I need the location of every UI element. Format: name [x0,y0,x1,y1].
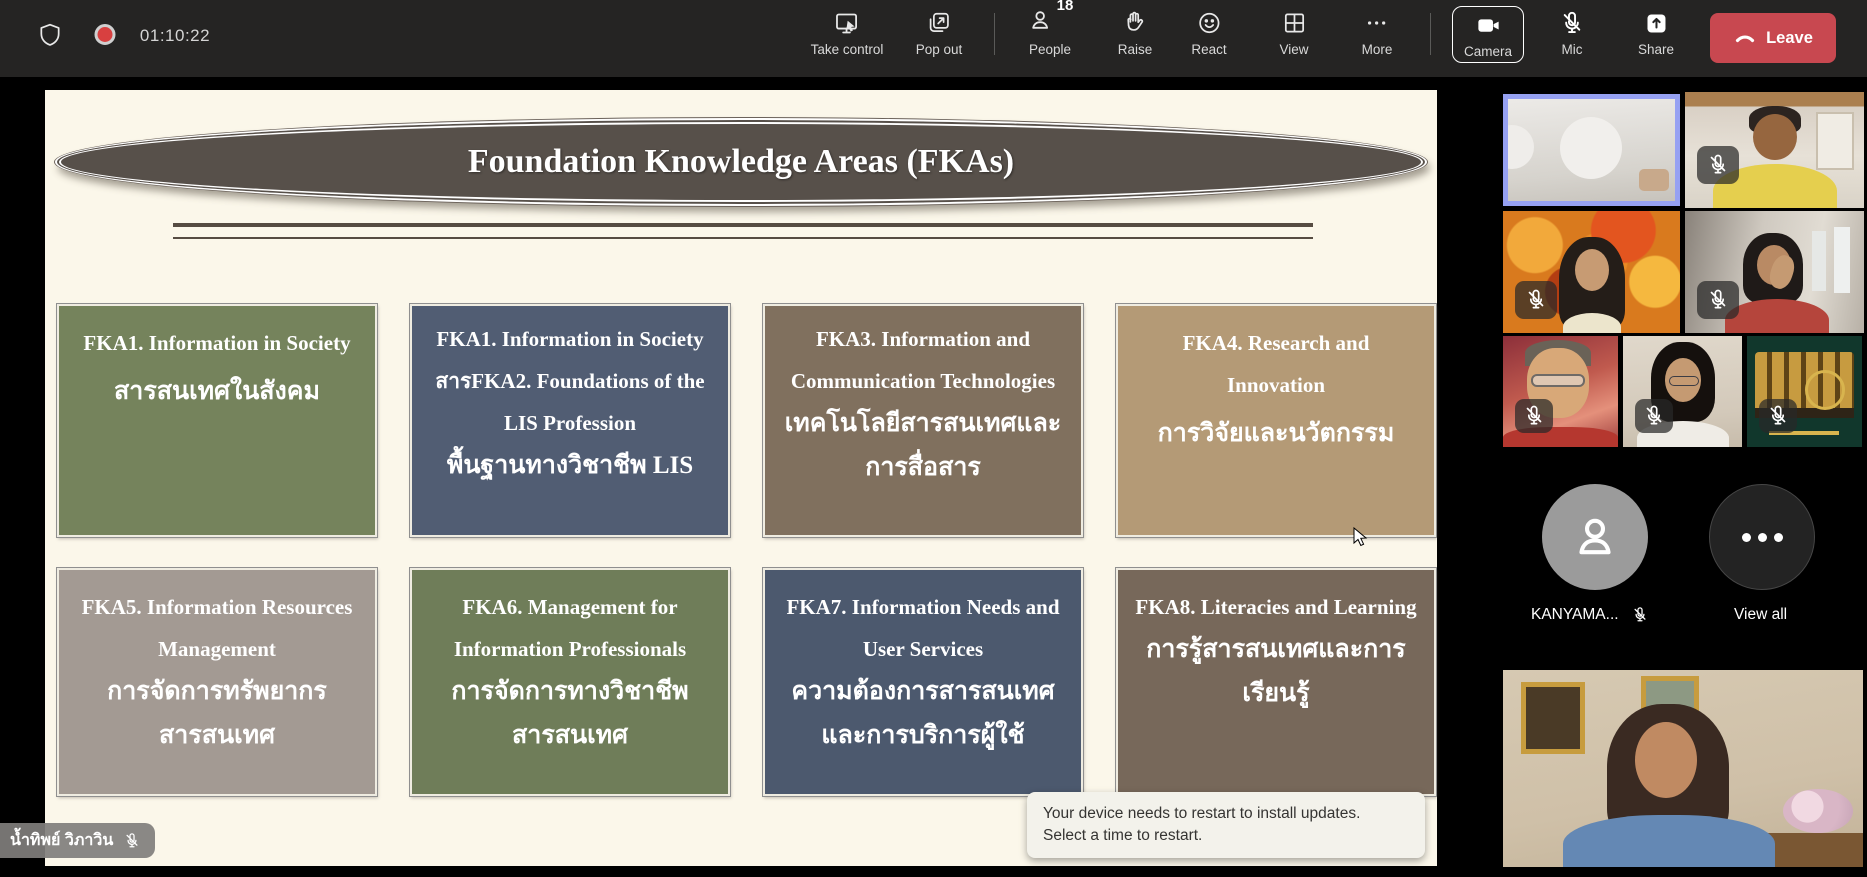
participant-face [1635,722,1697,798]
participant-face [1575,249,1609,291]
security-shield-indicator [37,22,63,48]
fka-card-en: FKA1. Information in Society [83,331,351,355]
participant-avatar[interactable] [1542,484,1648,590]
fka-card-th: ความต้องการสารสนเทศและการบริการผู้ใช้ [791,678,1055,749]
video-art [1516,177,1542,193]
video-art-sofa [1639,169,1669,191]
mic-muted-badge [1635,399,1673,433]
take-control-button[interactable] [811,7,884,57]
toast-line-1: Your device needs to restart to install updates. [1043,805,1361,822]
mouse-cursor [1353,527,1371,547]
recording-indicator [95,24,116,45]
camera-label: Camera [1463,44,1513,59]
mic-muted-badge [1515,281,1557,319]
take-control-icon [833,7,860,39]
participant-face [1753,114,1797,160]
shared-screen-slide [45,90,1437,866]
presenter-name: น้ำทิพย์ วิภาวิน [10,832,114,849]
view-icon [1281,7,1307,39]
video-art-window [1816,112,1854,170]
mic-muted-icon [1631,606,1649,624]
take-control-label: Take control [810,42,884,57]
mic-muted-badge [1515,399,1553,433]
participant-video-woman-white[interactable] [1623,336,1742,447]
fka-card-6 [410,568,730,796]
raise-label: Raise [1117,42,1153,57]
record-dot-icon [95,24,116,45]
people-button[interactable] [1027,0,1074,57]
raise-hand-icon [1122,7,1148,39]
fka-card-7 [763,568,1083,796]
dot [1774,533,1783,542]
more-label: More [1361,42,1393,57]
leave-label: Leave [1766,28,1813,47]
video-art-window [1812,231,1826,291]
pop-out-button[interactable] [916,7,963,57]
fka-card-en: FKA4. Research and Innovation [1182,331,1370,397]
fka-card-5 [57,568,377,796]
people-count-badge: 18 [1056,0,1074,14]
participant-video-speaker[interactable] [1503,670,1863,867]
slide-title: Foundation Knowledge Areas (FKAs) [467,143,1015,180]
video-art-flowers [1783,789,1853,833]
fka-card-en: FKA6. Management for Information Professionals [453,595,687,661]
mic-label: Mic [1561,42,1583,57]
title-double-rule [173,223,1313,239]
slide-title-banner [55,118,1427,206]
raise-hand-button[interactable] [1118,7,1153,57]
participant-glasses [1669,376,1699,386]
participant-name: KANYAMA... [1531,606,1619,623]
fka-card-en: FKA7. Information Needs and User Services [786,595,1060,661]
pop-out-label: Pop out [915,42,963,57]
mic-muted-icon [123,832,141,850]
shield-icon [37,22,63,48]
fka-card-2 [410,304,730,537]
participant-video-man-glasses[interactable] [1503,336,1618,447]
fka-card-4 [1116,304,1436,537]
more-button[interactable] [1362,7,1393,57]
participant-name-row [1531,606,1649,624]
fka-card-1 [57,304,377,537]
fka-card-th: พื้นฐานทางวิชาชีพ LIS [446,452,694,479]
fka-card-th: สารสนเทศในสังคม [114,378,320,405]
participant-glasses [1531,374,1585,387]
participant-video-woman-red[interactable] [1685,211,1864,333]
react-label: React [1191,42,1227,57]
toast-line-2: Select a time to restart. [1043,827,1203,845]
mic-muted-badge [1759,399,1797,433]
people-icon [1027,0,1074,39]
share-label: Share [1637,42,1675,57]
fka-card-en: FKA3. Information and Communication Technologies [790,327,1056,393]
fka-card-8 [1116,568,1436,796]
mic-muted-badge [1697,281,1739,319]
presenter-name-tag [0,823,155,858]
participant-video-room[interactable] [1503,94,1680,206]
fka-card-3 [763,304,1083,537]
fka-card-en: FKA8. Literacies and Learning [1135,595,1417,619]
fka-card-th: การจัดการทางวิชาชีพสารสนเทศ [451,678,689,749]
react-icon [1196,7,1222,39]
react-button[interactable] [1191,7,1226,57]
fka-card-th: การวิจัยและนวัตกรรม [1157,420,1395,447]
video-art-frame [1521,682,1585,754]
fka-card-en: FKA5. Information Resources Management [81,595,353,661]
fka-card-th: การรู้สารสนเทศและการเรียนรู้ [1146,636,1406,707]
toolbar-divider [1430,13,1431,55]
fka-card-th: เทคโนโลยีสารสนเทศและการสื่อสาร [784,410,1062,481]
fka-card-en: FKA1. Information in Society [436,327,704,351]
camera-icon [1474,9,1501,41]
toolbar-divider [994,13,995,55]
view-all-button[interactable] [1709,484,1815,590]
video-art-logo-ring [1805,370,1845,410]
more-icon [1364,7,1390,39]
view-label: View [1279,42,1309,57]
participant-video-man-yellow[interactable] [1685,92,1864,208]
view-button[interactable] [1279,7,1308,57]
participants-rail [1503,0,1863,877]
dot [1742,533,1751,542]
pop-out-icon [926,7,952,39]
video-art-arch [1560,117,1622,179]
mic-muted-badge [1697,146,1739,184]
timer-value: 01:10:22 [139,26,211,45]
participant-shirt [1563,815,1775,867]
fka-card-th: การจัดการทรัพยากรสารสนเทศ [107,678,327,749]
video-art-window [1834,227,1850,293]
view-all-label: View all [1734,606,1788,623]
meeting-timer [140,26,210,46]
participant-shirt [1725,299,1829,333]
person-icon [1566,508,1624,566]
participant-video-woman-leaves[interactable] [1503,211,1680,333]
fka-card-mid: สารFKA2. Foundations of the LIS Profession [435,369,705,435]
dot [1758,533,1767,542]
people-label: People [1028,42,1072,57]
participant-video-building-logo[interactable] [1747,336,1862,447]
restart-notification-toast[interactable] [1027,792,1425,858]
